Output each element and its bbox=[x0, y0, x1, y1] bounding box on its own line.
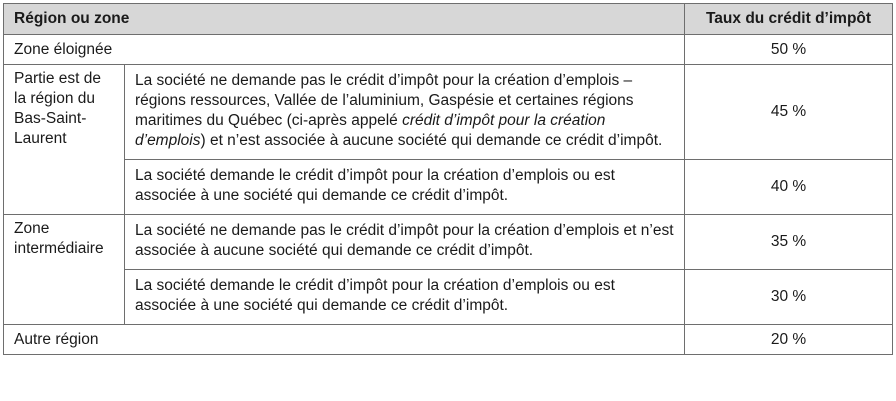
header-region: Région ou zone bbox=[4, 4, 685, 35]
region-zone-intermediaire: Zone intermédiaire bbox=[4, 215, 125, 325]
region-zone-eloignee: Zone éloignée bbox=[4, 35, 685, 65]
rate-autre-region: 20 % bbox=[685, 325, 893, 355]
table-row bbox=[4, 215, 893, 270]
region-bas-saint-laurent: Partie est de la région du Bas-Saint-Laurent bbox=[4, 65, 125, 215]
condition-text: ) et n’est associée à aucune société qui demande ce crédit d’impôt. bbox=[200, 132, 663, 149]
rate-intermediaire-no-credit: 35 % bbox=[685, 215, 893, 270]
rate-bsl-no-credit: 45 % bbox=[685, 65, 893, 160]
table-row bbox=[4, 160, 893, 215]
table-row bbox=[4, 325, 893, 355]
tax-credit-rate-table bbox=[3, 3, 893, 355]
table-row bbox=[4, 270, 893, 325]
condition-no-credit-intermediaire: La société ne demande pas le crédit d’impôt pour la création d’emplois et n’est associée à aucune société qui demande ce crédit d’impôt. bbox=[125, 215, 685, 270]
region-autre-region: Autre région bbox=[4, 325, 685, 355]
rate-bsl-with-credit: 40 % bbox=[685, 160, 893, 215]
table-header-row bbox=[4, 4, 893, 35]
rate-zone-eloignee: 50 % bbox=[685, 35, 893, 65]
table-row bbox=[4, 35, 893, 65]
condition-term: crédit d’impôt pour la création d’emplois bbox=[135, 112, 606, 149]
header-rate: Taux du crédit d’impôt bbox=[685, 4, 893, 35]
rate-intermediaire-with-credit: 30 % bbox=[685, 270, 893, 325]
condition-with-credit-bsl: La société demande le crédit d’impôt pour la création d’emplois ou est associée à une société qui demande ce crédit d’impôt. bbox=[125, 160, 685, 215]
condition-no-credit-bsl bbox=[125, 65, 685, 160]
table-row bbox=[4, 65, 893, 160]
condition-with-credit-intermediaire: La société demande le crédit d’impôt pour la création d’emplois ou est associée à une société qui demande ce crédit d’impôt. bbox=[125, 270, 685, 325]
condition-text: La société ne demande pas le crédit d’impôt pour la création d’emplois – régions ressources, Vallée de l’aluminium, Gaspésie et certaines régions maritimes du Québec (ci-après appelé bbox=[135, 72, 634, 129]
